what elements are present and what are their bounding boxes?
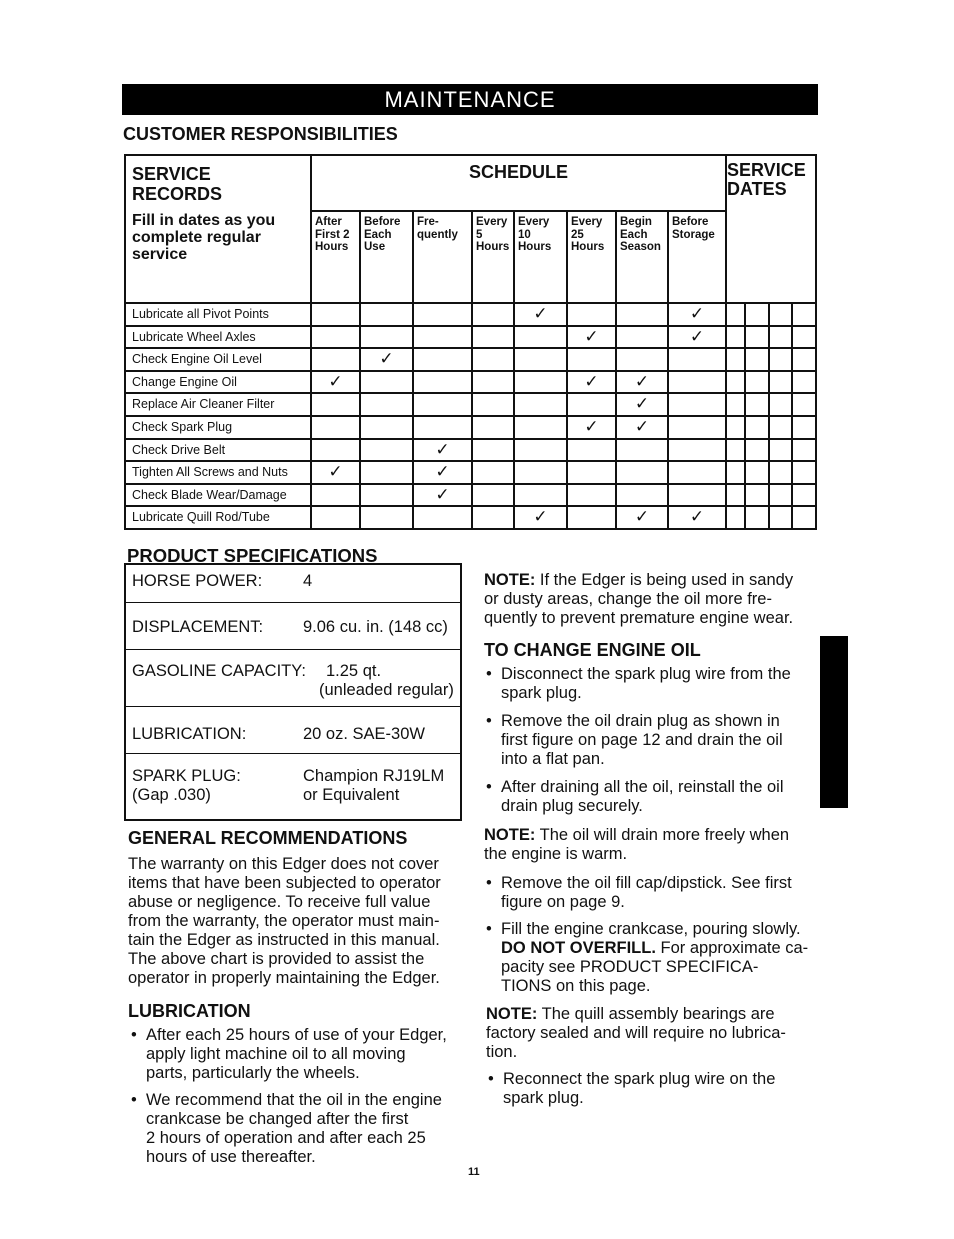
schedule-cell (311, 506, 360, 529)
service-date-cell[interactable] (745, 326, 769, 349)
task-name: Lubricate all Pivot Points (125, 303, 311, 326)
note-sandy-conditions (484, 571, 793, 628)
schedule-cell (567, 439, 616, 462)
schedule-cell (360, 371, 413, 394)
task-name: Change Engine Oil (125, 371, 311, 394)
text-line: quently to prevent premature engine wear. (484, 609, 794, 627)
service-date-cell[interactable] (792, 348, 816, 371)
text-line: 2 hours of operation and after each 25 (146, 1129, 426, 1147)
text-line: abuse or negligence. To receive full value (128, 893, 431, 911)
check-mark: ✓ (668, 506, 726, 529)
bullet-dot: • (488, 1070, 494, 1088)
text-line: We recommend that the oil in the engine (146, 1091, 442, 1109)
task-name: Check Drive Belt (125, 439, 311, 462)
text-line: Reconnect the spark plug wire on the (503, 1070, 776, 1088)
service-records-title: SERVICE RECORDS (132, 164, 223, 204)
schedule-cell (360, 461, 413, 484)
service-date-cell[interactable] (769, 439, 793, 462)
oil-step-remove-cap (486, 874, 792, 912)
do-not-overfill-warning: DO NOT OVERFILL. (501, 939, 656, 957)
service-date-cell[interactable] (745, 484, 769, 507)
service-date-cell[interactable] (792, 506, 816, 529)
check-mark: ✓ (616, 416, 668, 439)
schedule-cell (567, 348, 616, 371)
text-line: parts, particularly the wheels. (146, 1064, 360, 1082)
schedule-cell (472, 371, 514, 394)
table-row (125, 506, 816, 529)
text-line: If the Edger is being used in sandy (535, 571, 794, 589)
schedule-cell (567, 393, 616, 416)
service-date-cell[interactable] (792, 326, 816, 349)
service-date-cell[interactable] (726, 303, 745, 326)
schedule-column-header: Begin Each Season (616, 211, 668, 303)
schedule-cell (567, 461, 616, 484)
text-line: factory sealed and will require no lubrica- (486, 1024, 786, 1042)
service-date-cell[interactable] (792, 461, 816, 484)
text-line: first figure on page 12 and drain the oil (501, 731, 783, 749)
schedule-cell (413, 326, 472, 349)
fill-in-instructions: Fill in dates as you complete regular service (132, 212, 276, 263)
schedule-column-header: Fre- quently (413, 211, 472, 303)
schedule-cell (472, 348, 514, 371)
general-recommendations-heading: GENERAL RECOMMENDATIONS (128, 828, 408, 848)
schedule-cell (514, 484, 567, 507)
schedule-column-header: After First 2 Hours (311, 211, 360, 303)
task-name: Check Blade Wear/Damage (125, 484, 311, 507)
note-label: NOTE: (486, 1005, 538, 1023)
gasoline-capacity-label: GASOLINE CAPACITY: (132, 662, 306, 680)
text-line: Disconnect the spark plug wire from the (501, 665, 791, 683)
service-date-cell[interactable] (769, 506, 793, 529)
schedule-cell (472, 439, 514, 462)
text-line: Remove the oil drain plug as shown in (501, 712, 780, 730)
task-name: Tighten All Screws and Nuts (125, 461, 311, 484)
schedule-cell (413, 348, 472, 371)
table-row (125, 393, 816, 416)
service-date-cell[interactable] (745, 461, 769, 484)
schedule-cell (668, 348, 726, 371)
bullet-dot: • (486, 874, 492, 892)
product-specifications-heading: PRODUCT SPECIFICATIONS (127, 545, 378, 566)
schedule-cell (514, 439, 567, 462)
schedule-cell (413, 393, 472, 416)
service-date-cell[interactable] (792, 371, 816, 394)
text-line: pacity see PRODUCT SPECIFICA- (501, 958, 759, 976)
text-line: drain plug securely. (501, 797, 643, 815)
page-number: 11 (468, 1166, 480, 1178)
check-mark: ✓ (413, 461, 472, 484)
text-line: After each 25 hours of use of your Edger, (146, 1026, 447, 1044)
service-date-cell[interactable] (726, 393, 745, 416)
schedule-cell (311, 416, 360, 439)
schedule-cell (360, 326, 413, 349)
service-date-cell[interactable] (726, 484, 745, 507)
schedule-column-header: Before Each Use (360, 211, 413, 303)
bullet-dot: • (486, 778, 492, 796)
service-date-cell[interactable] (745, 416, 769, 439)
text-line: into a flat pan. (501, 750, 605, 768)
check-mark: ✓ (567, 371, 616, 394)
schedule-cell (311, 484, 360, 507)
schedule-title: SCHEDULE (468, 162, 568, 182)
schedule-cell (567, 484, 616, 507)
text-line: crankcase be changed after the first (146, 1110, 409, 1128)
service-date-cell[interactable] (792, 484, 816, 507)
check-mark: ✓ (413, 484, 472, 507)
gasoline-capacity-note: (unleaded regular) (319, 681, 454, 699)
lubrication-spec-label: LUBRICATION: (132, 725, 247, 743)
service-date-cell[interactable] (769, 393, 793, 416)
service-date-cell[interactable] (726, 348, 745, 371)
text-line: Fill the engine crankcase, pouring slowly. (501, 920, 801, 938)
bullet-dot: • (486, 712, 492, 730)
schedule-cell (360, 506, 413, 529)
schedule-cell (311, 348, 360, 371)
text-line: Remove the oil fill cap/dipstick. See first (501, 874, 792, 892)
task-name: Check Spark Plug (125, 416, 311, 439)
service-date-cell[interactable] (726, 439, 745, 462)
horse-power-value: 4 (303, 572, 313, 590)
change-engine-oil-heading: TO CHANGE ENGINE OIL (484, 640, 701, 660)
schedule-cell (472, 326, 514, 349)
maintenance-schedule-table (124, 154, 817, 530)
service-date-cell[interactable] (745, 303, 769, 326)
schedule-cell (413, 416, 472, 439)
schedule-cell (472, 506, 514, 529)
schedule-cell (616, 461, 668, 484)
schedule-cell (311, 439, 360, 462)
schedule-cell (616, 326, 668, 349)
table-row (125, 439, 816, 462)
schedule-cell (616, 348, 668, 371)
schedule-cell (472, 461, 514, 484)
service-date-cell[interactable] (726, 371, 745, 394)
service-records-header (125, 155, 311, 303)
schedule-cell (311, 303, 360, 326)
check-mark: ✓ (668, 326, 726, 349)
schedule-cell (360, 439, 413, 462)
schedule-cell (413, 303, 472, 326)
table-row (125, 461, 816, 484)
lubrication-bullet-2 (131, 1091, 442, 1167)
oil-step-reinstall-plug (486, 778, 784, 816)
text-line: After draining all the oil, reinstall the oil (501, 778, 784, 796)
horse-power-label: HORSE POWER: (132, 572, 263, 590)
lubrication-bullet-1 (131, 1026, 447, 1083)
task-name: Replace Air Cleaner Filter (125, 393, 311, 416)
spark-plug-gap: (Gap .030) (132, 786, 211, 804)
check-mark: ✓ (311, 461, 360, 484)
check-mark: ✓ (567, 326, 616, 349)
service-dates-title: SERVICE DATES (727, 160, 806, 199)
schedule-cell (668, 371, 726, 394)
table-row (125, 348, 816, 371)
bullet-dot: • (131, 1091, 137, 1109)
service-date-cell[interactable] (745, 506, 769, 529)
lubrication-heading: LUBRICATION (128, 1001, 251, 1021)
schedule-cell (514, 461, 567, 484)
check-mark: ✓ (514, 303, 567, 326)
service-date-cell[interactable] (769, 371, 793, 394)
text-line: The warranty on this Edger does not cover (128, 855, 439, 873)
check-mark: ✓ (514, 506, 567, 529)
schedule-cell (472, 416, 514, 439)
oil-step-fill (486, 920, 809, 996)
task-name: Check Engine Oil Level (125, 348, 311, 371)
text-line: The quill assembly bearings are (537, 1005, 775, 1023)
spark-plug-alternative: or Equivalent (303, 786, 400, 804)
schedule-cell (616, 484, 668, 507)
schedule-cell (668, 484, 726, 507)
note-label: NOTE: (484, 826, 536, 844)
spark-plug-value: Champion RJ19LM (303, 767, 445, 785)
service-date-cell[interactable] (726, 326, 745, 349)
text-line: tain the Edger as instructed in this manual. (128, 931, 440, 949)
schedule-cell (514, 416, 567, 439)
text-line: The above chart is provided to assist the (128, 950, 425, 968)
schedule-cell (668, 416, 726, 439)
schedule-cell (668, 461, 726, 484)
check-mark: ✓ (668, 303, 726, 326)
bullet-dot: • (486, 665, 492, 683)
text-line: or dusty areas, change the oil more fre- (484, 590, 772, 608)
note-label: NOTE: (484, 571, 536, 589)
service-date-cell[interactable] (726, 416, 745, 439)
schedule-column-header: Every 5 Hours (472, 211, 514, 303)
schedule-cell (514, 326, 567, 349)
table-row (125, 371, 816, 394)
note-warm-engine (484, 826, 789, 864)
note-quill-bearings (486, 1005, 786, 1062)
text-line: figure on page 9. (501, 893, 625, 911)
table-row (125, 303, 816, 326)
service-dates-header (726, 155, 816, 303)
bullet-dot: • (131, 1026, 137, 1044)
text-line: operator in properly maintaining the Edger. (128, 969, 440, 987)
check-mark: ✓ (616, 506, 668, 529)
gasoline-capacity-value: 1.25 qt. (326, 662, 382, 680)
table-row (125, 416, 816, 439)
service-date-cell[interactable] (745, 439, 769, 462)
schedule-cell (472, 484, 514, 507)
schedule-column-header: Every 10 Hours (514, 211, 567, 303)
product-specifications-box (124, 563, 462, 821)
task-name: Lubricate Quill Rod/Tube (125, 506, 311, 529)
text-line: from the warranty, the operator must main- (128, 912, 440, 930)
check-mark: ✓ (311, 371, 360, 394)
text-line: items that have been subjected to operator (128, 874, 441, 892)
text-line: the engine is warm. (484, 845, 628, 863)
check-mark: ✓ (616, 371, 668, 394)
schedule-column-header: Every 25 Hours (567, 211, 616, 303)
schedule-cell (360, 393, 413, 416)
oil-step-drain (486, 712, 783, 769)
service-date-cell[interactable] (769, 461, 793, 484)
schedule-cell (668, 393, 726, 416)
service-date-cell[interactable] (769, 326, 793, 349)
table-row (125, 484, 816, 507)
text-line: spark plug. (501, 684, 582, 702)
oil-step-reconnect (488, 1070, 776, 1108)
schedule-cell (514, 371, 567, 394)
schedule-cell (567, 506, 616, 529)
text-line: spark plug. (503, 1089, 584, 1107)
check-mark: ✓ (360, 348, 413, 371)
service-date-cell[interactable] (745, 348, 769, 371)
lubrication-spec-value: 20 oz. SAE-30W (303, 725, 425, 743)
schedule-cell (472, 303, 514, 326)
service-date-cell[interactable] (745, 393, 769, 416)
schedule-cell (360, 484, 413, 507)
schedule-cell (567, 303, 616, 326)
section-tab-marker (820, 636, 848, 808)
maintenance-banner: MAINTENANCE (122, 84, 818, 115)
check-mark: ✓ (567, 416, 616, 439)
service-date-cell[interactable] (726, 506, 745, 529)
service-date-cell[interactable] (769, 303, 793, 326)
service-date-cell[interactable] (726, 461, 745, 484)
general-recommendations-text (128, 855, 441, 988)
text-line: tion. (486, 1043, 518, 1061)
service-date-cell[interactable] (769, 348, 793, 371)
spark-plug-label: SPARK PLUG: (132, 767, 241, 785)
check-mark: ✓ (616, 393, 668, 416)
schedule-cell (311, 326, 360, 349)
service-date-cell[interactable] (792, 416, 816, 439)
table-row (125, 326, 816, 349)
text-line: apply light machine oil to all moving (146, 1045, 406, 1063)
displacement-label: DISPLACEMENT: (132, 618, 264, 636)
customer-responsibilities-heading: CUSTOMER RESPONSIBILITIES (123, 124, 398, 144)
service-date-cell[interactable] (792, 303, 816, 326)
schedule-cell (668, 439, 726, 462)
schedule-cell (472, 393, 514, 416)
schedule-cell (616, 303, 668, 326)
text-line: TIONS on this page. (501, 977, 651, 995)
service-date-cell[interactable] (745, 371, 769, 394)
text-line: hours of use thereafter. (146, 1148, 316, 1166)
schedule-cell (311, 393, 360, 416)
displacement-value: 9.06 cu. in. (148 cc) (303, 618, 448, 636)
schedule-cell (360, 303, 413, 326)
schedule-cell (413, 371, 472, 394)
schedule-cell (616, 439, 668, 462)
task-name: Lubricate Wheel Axles (125, 326, 311, 349)
schedule-column-header: Before Storage (668, 211, 726, 303)
schedule-cell (514, 348, 567, 371)
schedule-cell (413, 506, 472, 529)
schedule-cell (360, 416, 413, 439)
bullet-dot: • (486, 920, 492, 938)
check-mark: ✓ (413, 439, 472, 462)
oil-step-disconnect (486, 665, 791, 703)
service-date-cell[interactable] (792, 439, 816, 462)
schedule-cell (514, 393, 567, 416)
service-date-cell[interactable] (792, 393, 816, 416)
service-date-cell[interactable] (769, 484, 793, 507)
text-line: For approximate ca- (655, 939, 809, 957)
service-date-cell[interactable] (769, 416, 793, 439)
text-line: The oil will drain more freely when (535, 826, 790, 844)
